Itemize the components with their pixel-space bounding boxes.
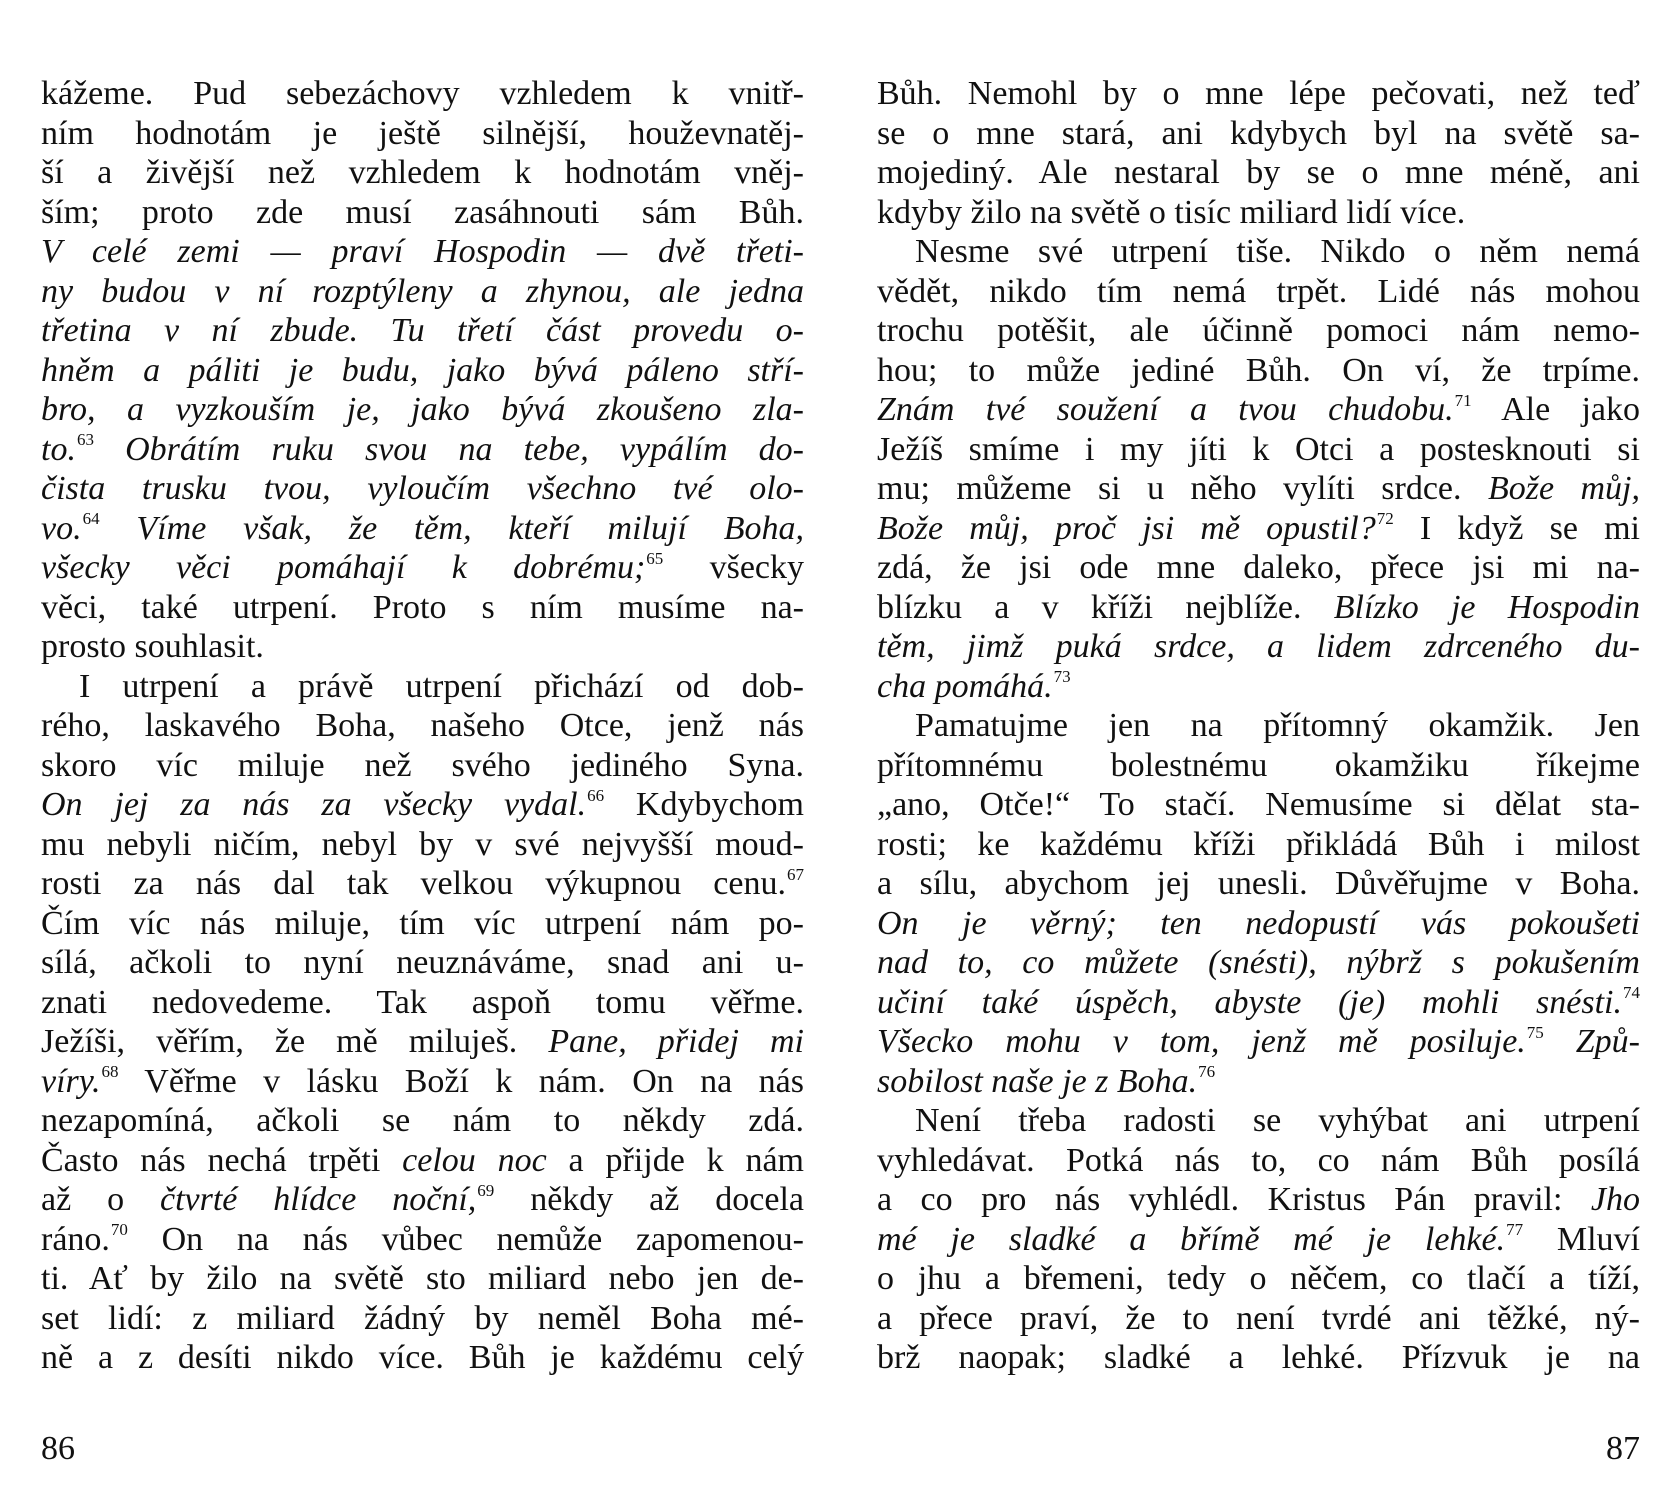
text-run: I když se mi [1393,509,1640,547]
text-line [877,509,1640,549]
italic-quote: hněm a páliti je budu, jako bývá páleno stří- [41,351,804,389]
text-line [877,74,1640,114]
text-line [41,1101,804,1141]
text-line [41,943,804,983]
text-line [41,390,804,430]
text-line [41,430,804,470]
text-run: všecky [663,549,804,586]
text-line [877,1062,1640,1102]
text-line [877,351,1640,391]
italic-quote: vo. [41,509,82,547]
text-line [41,746,804,786]
text-line [877,114,1640,154]
text-line [877,272,1640,312]
text-line [877,430,1640,470]
text-run: set lidí: z miliard žádný by neměl Boha mé- [41,1299,804,1337]
italic-quote: V celé zemi — praví Hospodin — dvě třeti- [41,233,804,270]
text-run: a přijde k nám [546,1141,805,1179]
text-run: Ale jako [1471,391,1640,428]
text-run: přítomnému bolestnému okamžiku říkejme [877,746,1640,784]
text-run: někdy až docela [494,1181,804,1218]
text-line [877,1101,1640,1141]
text-run: trochu potěšit, ale účinně pomoci nám nemo- [877,312,1640,349]
text-line [41,1062,804,1102]
text-line [877,232,1640,272]
text-line [41,1220,804,1260]
text-line [41,588,804,628]
text-line [41,983,804,1023]
text-run: nezapomíná, ačkoli se nám to někdy zdá. [41,1102,804,1139]
text-line [41,785,804,825]
italic-quote: Bože můj, [1487,470,1640,507]
text-line [41,548,804,588]
text-run: „ano, Otče!“ To stačí. Nemusíme si dělat sta- [877,786,1640,823]
italic-quote: On jej za nás za všecky vydal. [41,786,587,823]
italic-quote: třetina v ní zbude. Tu třetí část provedu o- [41,312,804,349]
text-line [41,627,804,667]
text-run: vyhledávat. Potká nás to, co nám Bůh posílá [877,1141,1640,1179]
text-line [877,1338,1640,1378]
text-line [41,351,804,391]
text-line [877,588,1640,628]
text-line [41,232,804,272]
text-run: Bůh. Nemohl by o mne lépe pečovati, než teď [877,75,1640,112]
text-line [877,1141,1640,1181]
italic-quote: Jho [1590,1181,1640,1218]
italic-quote: Znám tvé soužení a tvou chudobu. [877,391,1454,428]
text-line [877,193,1640,233]
text-run: ráno. [41,1220,110,1258]
footnote-ref: 70 [110,1220,128,1240]
text-run: ší a živější než vzhledem k hodnotám vněj- [41,154,804,191]
footnote-ref: 69 [477,1180,495,1200]
italic-quote: Blízko je Hospodin [1333,588,1640,626]
text-line [877,153,1640,193]
text-run: Mluví [1523,1220,1640,1258]
text-line [41,1141,804,1181]
text-run: mu; můžeme si u něho vylíti srdce. [877,470,1488,507]
text-run: rosti za nás dal tak velkou výkupnou cenu. [41,865,786,902]
text-run: Pamatujme jen na přítomný okamžik. Jen [915,707,1640,744]
text-line [877,469,1640,509]
italic-quote: Všecko mohu v tom, jenž mě posiluje. [877,1023,1526,1060]
text-line [877,706,1640,746]
text-line [41,193,804,233]
italic-quote: sobilost naše je z Boha. [877,1062,1198,1100]
italic-quote: Obrátím ruku svou na tebe, vypálím do- [93,430,804,468]
text-run: Ježíši, věřím, že mě miluješ. [41,1023,549,1060]
text-run: mu nebyli ničím, nebyl by v své nejvyšší moud- [41,825,804,863]
text-run: prosto souhlasit. [41,628,264,665]
text-line [877,904,1640,944]
italic-quote: bro, a vyzkouším je, jako bývá zkoušeno zla- [41,391,804,428]
text-line [41,1299,804,1339]
text-run: blízku a v kříži nejblíže. [877,588,1334,626]
text-run: rého, laskavého Boha, našeho Otce, jenž nás [41,707,804,744]
text-run: se o mne stará, ani kdybych byl na světě sa- [877,114,1640,152]
footnote-ref: 67 [787,864,804,884]
text-run: rosti; ke každému kříži přikládá Bůh i milost [877,825,1640,863]
text-line [41,153,804,193]
text-run: ším; proto zde musí zasáhnouti sám Bůh. [41,193,804,231]
page-number-right: 87 [1606,1430,1640,1467]
text-line [877,825,1640,865]
italic-quote: On je věrný; ten nedopustí vás pokoušeti [877,904,1640,942]
footnote-ref: 71 [1454,390,1472,410]
italic-quote: ny budou v ní rozptýleny a zhynou, ale jedna [41,272,804,310]
text-line [41,114,804,154]
text-run: až o [41,1181,160,1218]
text-run: ně a z desíti nikdo více. Bůh je každému celý [41,1339,804,1376]
text-line [877,864,1640,904]
text-line [877,1022,1640,1062]
text-line [41,74,804,114]
text-line [877,943,1640,983]
footnote-ref: 63 [76,430,94,450]
text-line [41,1022,804,1062]
text-line [41,904,804,944]
footnote-ref: 77 [1506,1220,1524,1240]
text-run: On na nás vůbec nemůže zapomenou- [127,1220,804,1258]
text-line [41,825,804,865]
left-page-text [41,74,804,1378]
text-line [877,390,1640,430]
italic-quote: cha pomáhá. [877,667,1053,705]
italic-quote: to. [41,430,76,468]
text-run: o jhu a břemeni, tedy o něčem, co tlačí a tíží, [877,1260,1640,1297]
italic-quote: Pane, přidej mi [548,1023,805,1060]
italic-quote: čista trusku tvou, vyloučím všechno tvé olo- [41,470,804,507]
text-run: Kdybychom [604,786,805,823]
text-run: ním hodnotám je ještě silnější, houževnatěj- [41,114,804,152]
text-run: a přece praví, že to není tvrdé ani těžké, ný- [877,1299,1640,1337]
text-line [41,667,804,707]
text-line [41,1180,804,1220]
footnote-ref: 76 [1198,1062,1216,1082]
text-line [41,706,804,746]
italic-quote: těm, jimž puká srdce, a lidem zdrceného du- [877,628,1640,665]
text-run: kážeme. Pud sebezáchovy vzhledem k vnitř- [41,75,804,112]
text-run: vědět, nikdo tím nemá trpět. Lidé nás mohou [877,272,1640,310]
italic-quote: víry. [41,1062,101,1100]
text-line [41,272,804,312]
italic-quote: mé je sladké a břímě mé je lehké. [877,1220,1506,1258]
text-line [877,1180,1640,1220]
text-run: a co pro nás vyhlédl. Kristus Pán pravil: [877,1181,1591,1218]
text-run: skoro víc miluje než svého jediného Syna. [41,746,804,784]
text-run: Často nás nechá trpěti [41,1141,403,1179]
footnote-ref: 74 [1623,983,1640,1003]
text-line [41,1259,804,1299]
text-run: zdá, že jsi ode mne daleko, přece jsi mi na- [877,549,1640,586]
footnote-ref: 73 [1053,667,1071,687]
text-line [41,1338,804,1378]
text-line [877,667,1640,707]
text-run: hou; to může jediné Bůh. On ví, že trpíme. [877,351,1640,389]
footnote-ref: 65 [646,548,664,568]
text-line [877,746,1640,786]
right-page-text [877,74,1640,1378]
footnote-ref: 66 [587,785,605,805]
text-run: Není třeba radosti se vyhýbat ani utrpení [915,1102,1640,1139]
text-run: sílá, ačkoli to nyní neuznáváme, snad ani u- [41,944,804,981]
italic-quote: čtvrté hlídce noční, [159,1181,477,1218]
text-run: Ježíš smíme i my jíti k Otci a postesknouti si [877,430,1640,468]
italic-quote: Víme však, že těm, kteří milují Boha, [99,509,804,547]
footnote-ref: 64 [82,509,100,529]
text-run: brž naopak; sladké a lehké. Přízvuk je na [877,1339,1640,1376]
text-line [877,311,1640,351]
text-run: kdyby žilo na světě o tisíc miliard lidí více. [877,193,1466,231]
italic-quote: Způ- [1543,1023,1640,1060]
footnote-ref: 72 [1376,509,1394,529]
page-number-left: 86 [41,1430,75,1467]
italic-quote: nad to, co můžete (snésti), nýbrž s pokušením [877,944,1640,981]
footnote-ref: 75 [1526,1022,1544,1042]
text-line [877,1220,1640,1260]
italic-quote: učiní také úspěch, abyste (je) mohli snésti. [877,983,1622,1021]
text-line [877,785,1640,825]
text-run: I utrpení a právě utrpení přichází od dob- [79,667,804,705]
text-run: a sílu, abychom jej unesli. Důvěřujme v Boha. [877,865,1640,902]
italic-quote: všecky věci pomáhají k dobrému; [41,549,646,586]
text-run: Nesme své utrpení tiše. Nikdo o něm nemá [915,233,1640,270]
text-line [877,627,1640,667]
text-line [877,1299,1640,1339]
text-line [41,509,804,549]
text-line [877,548,1640,588]
text-line [41,311,804,351]
text-run: věci, také utrpení. Proto s ním musíme na- [41,588,804,626]
text-run: Čím víc nás miluje, tím víc utrpení nám po- [41,904,804,942]
text-line [41,469,804,509]
text-run: Věřme v lásku Boží k nám. On na nás [118,1062,804,1100]
italic-quote: celou noc [402,1141,547,1179]
text-run: mojediný. Ale nestaral by se o mne méně, ani [877,154,1640,191]
text-line [877,1259,1640,1299]
text-run: znati nedovedeme. Tak aspoň tomu věřme. [41,983,804,1021]
text-run: ti. Ať by žilo na světě sto miliard nebo jen de- [41,1260,804,1297]
footnote-ref: 68 [101,1062,119,1082]
text-line [877,983,1640,1023]
text-line [41,864,804,904]
italic-quote: Bože můj, proč jsi mě opustil? [877,509,1376,547]
